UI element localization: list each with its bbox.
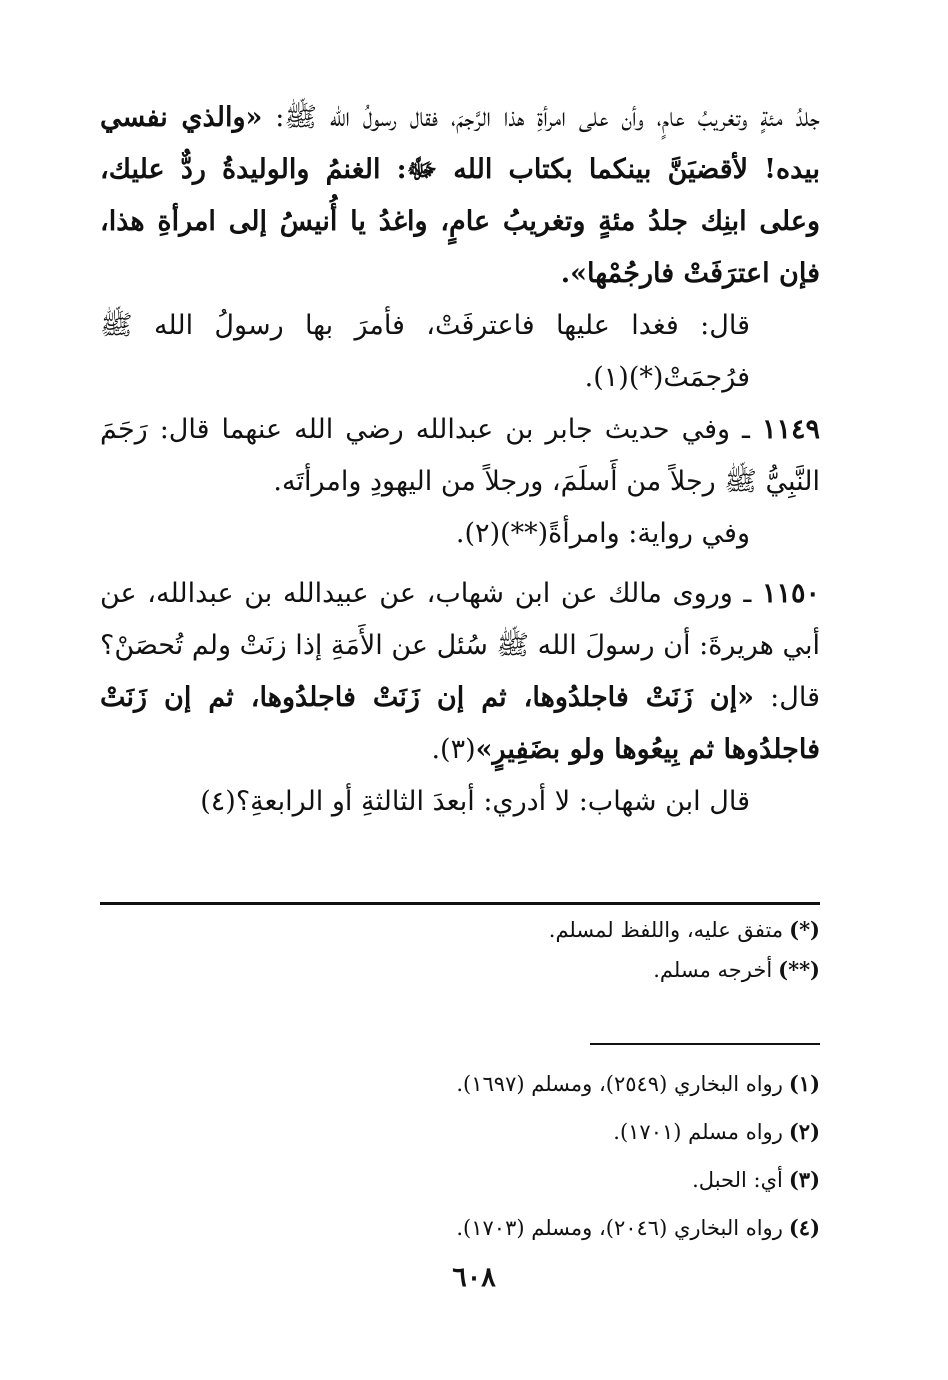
note-text: رواه مسلم (١٧٠١). [613, 1120, 783, 1144]
narration-text: جلدُ مئةٍ وتغريبُ عامٍ، وأن على امرأةِ هذا الرَّجمَ، فقال رسولُ الله ﷺ: [275, 102, 820, 133]
page-number: ٦٠٨ [452, 1262, 496, 1293]
note-text: متفق عليه، واللفظ لمسلم. [548, 918, 784, 942]
note-marker: (٤) [788, 1215, 820, 1240]
note-text: رواه البخاري (٢٥٤٩)، ومسلم (١٦٩٧). [456, 1072, 783, 1096]
narration-outcome: قال: فغدا عليها فاعترفَتْ، فأمرَ بها رسولُ الله ﷺ فرُجمَتْ(*)(١). [100, 310, 750, 393]
star-note [100, 910, 820, 950]
hadith-number: ١١٥٠ [761, 578, 820, 609]
note-text: أخرجه مسلم. [653, 958, 773, 982]
footnote-divider [100, 902, 820, 905]
prophet-quote: «والذي نفسي بيده! لأقضيَنَّ بينكما بكتاب الله ﷻ: الغنمُ والوليدةُ ردٌّ عليك، وعلى ابنِك جلدُ مئةٍ وتغريبُ عامٍ، واغدُ يا أُنيسُ إلى امرأةِ هذا، فإن اعترَفَتْ فارجُمْها». [100, 102, 821, 289]
note-marker: (*) [789, 917, 820, 942]
numbered-footnotes [100, 1060, 820, 1252]
star-note [100, 950, 820, 990]
hadith-1150 [100, 568, 820, 776]
ibn-shihab-comment: قال ابن شهاب: لا أدري: أبعدَ الثالثةِ أو الرابعةِ؟(٤) [200, 786, 750, 817]
narration-variant: وفي رواية: وامرأةً(**)(٢). [455, 518, 750, 549]
footnote [100, 1156, 820, 1204]
hadith-1149 [100, 404, 820, 508]
hadith-text: ـ وفي حديث جابر بن عبدالله رضي الله عنهما قال: رَجَمَ النَّبِيُّ ﷺ رجلاً من أَسلَمَ، ورجلاً من اليهودِ وامرأتَه. [100, 414, 820, 497]
note-marker: (**) [778, 957, 820, 982]
footnote-separator [590, 1043, 820, 1045]
note-marker: (١) [788, 1071, 820, 1096]
star-notes [100, 910, 820, 990]
note-marker: (٣) [788, 1167, 820, 1192]
footnote [100, 1060, 820, 1108]
note-text: رواه البخاري (٢٠٤٦)، ومسلم (١٧٠٣). [456, 1216, 783, 1240]
hadith-number: ١١٤٩ [761, 414, 820, 445]
note-marker: (٢) [788, 1119, 820, 1144]
note-text: أي: الحبل. [692, 1168, 783, 1192]
main-text [100, 92, 820, 828]
prophet-quote: «إن زَنَتْ فاجلدُوها، ثم إن زَنَتْ فاجلدُوها، ثم إن زَنَتْ فاجلدُوها ثم بِيعُوها ولو بضَفِيرٍ» [100, 682, 820, 765]
footnote-ref: (٣). [431, 734, 476, 765]
footnote [100, 1108, 820, 1156]
hadith-continuation [100, 92, 820, 300]
footnote [100, 1204, 820, 1252]
hadith-text: ـ وروى مالك عن ابن شهاب، عن عبيدالله بن عبدالله، عن أبي هريرةَ: أن رسولَ الله ﷺ سُئل عن الأَمَةِ إذا زنَتْ ولم تُحصَنْ؟ قال: [100, 578, 820, 713]
